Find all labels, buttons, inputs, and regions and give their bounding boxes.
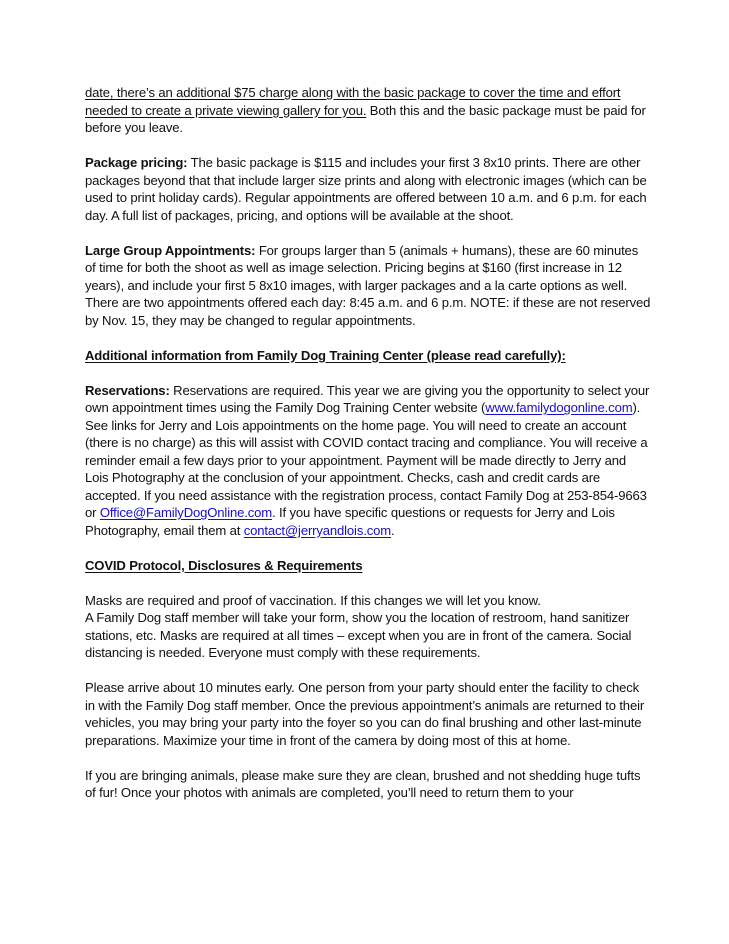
reservations-paragraph bbox=[85, 382, 651, 540]
arrival-paragraph: Please arrive about 10 minutes early. One person from your party should enter the facility to check in with the Family Dog staff member. Once the previous appointment’s animals are returned to their vehicles, you may bring your party into the foyer so you can do final brushing and other last-minute preparations. Maximize your time in front of the camera by doing most of this at home. bbox=[85, 680, 645, 748]
payment-note: Both this and the basic package must be paid for before you leave. bbox=[85, 102, 646, 135]
additional-info-heading: Additional information from Family Dog Training Center (please read carefully): bbox=[85, 347, 566, 363]
covid-heading: COVID Protocol, Disclosures & Requirements bbox=[85, 557, 363, 573]
package-pricing-paragraph bbox=[85, 154, 651, 224]
reservations-label: Reservations: bbox=[85, 382, 170, 398]
office-email-link[interactable]: Office@FamilyDogOnline.com bbox=[99, 505, 272, 520]
large-group-label: Large Group Appointments: bbox=[85, 242, 256, 258]
package-pricing-text: The basic package is $115 and includes your first 3 8x10 prints. There are other packages beyond that that include larger size prints and along with electronic images (which can be used to print holiday cards). Regular appointments are offered between 10 a.m. and 6 p.m. for each day. A full list of packages, pricing, and options will be available at the shoot. bbox=[85, 155, 647, 223]
large-group-text: For groups larger than 5 (animals + humans), these are 60 minutes of time for both the shoot as well as image selection. Pricing begins at $160 (first increase in 12 years), and include your first 5 8x10 images, with larger packages and a la carte options as well. There are two appointments offered each day: 8:45 a.m. and 6 p.m. NOTE: if these are not reserved by Nov. 15, they may be changed to regular appointments. bbox=[85, 242, 651, 328]
animals-paragraph: If you are bringing animals, please make sure they are clean, brushed and not shedding huge tufts of fur! Once your photos with animals are completed, you’ll need to return them to your bbox=[85, 767, 641, 800]
package-pricing-label: Package pricing: bbox=[85, 155, 188, 170]
covid-masks-line: Masks are required and proof of vaccination. If this changes we will let you know. bbox=[85, 592, 541, 608]
website-link[interactable]: www.familydogonline.com bbox=[485, 400, 633, 415]
covid-staff-paragraph: A Family Dog staff member will take your form, show you the location of restroom, hand sanitizer stations, etc. Masks are required at all times – except when you are in front of the camera. Social distancing is needed. Everyone must comply with these requirements. bbox=[85, 610, 632, 660]
reservations-text-3: . If you have specific questions or requests for Jerry and Lois Photography, email them at bbox=[85, 505, 615, 538]
large-group-paragraph bbox=[85, 242, 651, 330]
document-page bbox=[85, 84, 651, 819]
reservations-text-1: Reservations are required. This year we are giving you the opportunity to select your own appointment times using the Family Dog Training Center website ( bbox=[85, 382, 650, 415]
reservations-text-4: . bbox=[390, 522, 395, 538]
contact-email-link[interactable]: contact@jerryandlois.com bbox=[243, 522, 391, 538]
intro-paragraph bbox=[85, 84, 651, 137]
gallery-charge-note: date, there’s an additional $75 charge along with the basic package to cover the time and effort needed to create a private viewing gallery for you. bbox=[85, 85, 621, 118]
reservations-text-2: ). See links for Jerry and Lois appointments on the home page. You will need to create an account (there is no charge) as this will assist with COVID contact tracing and compliance. You will receive a reminder email a few days prior to your appointment. Payment will be made directly to Jerry and Lois Photography at the conclusion of your appointment. Checks, cash and credit cards are accepted. If you need assistance with the registration process, contact Family Dog at 253-854-9663 or bbox=[85, 400, 648, 520]
